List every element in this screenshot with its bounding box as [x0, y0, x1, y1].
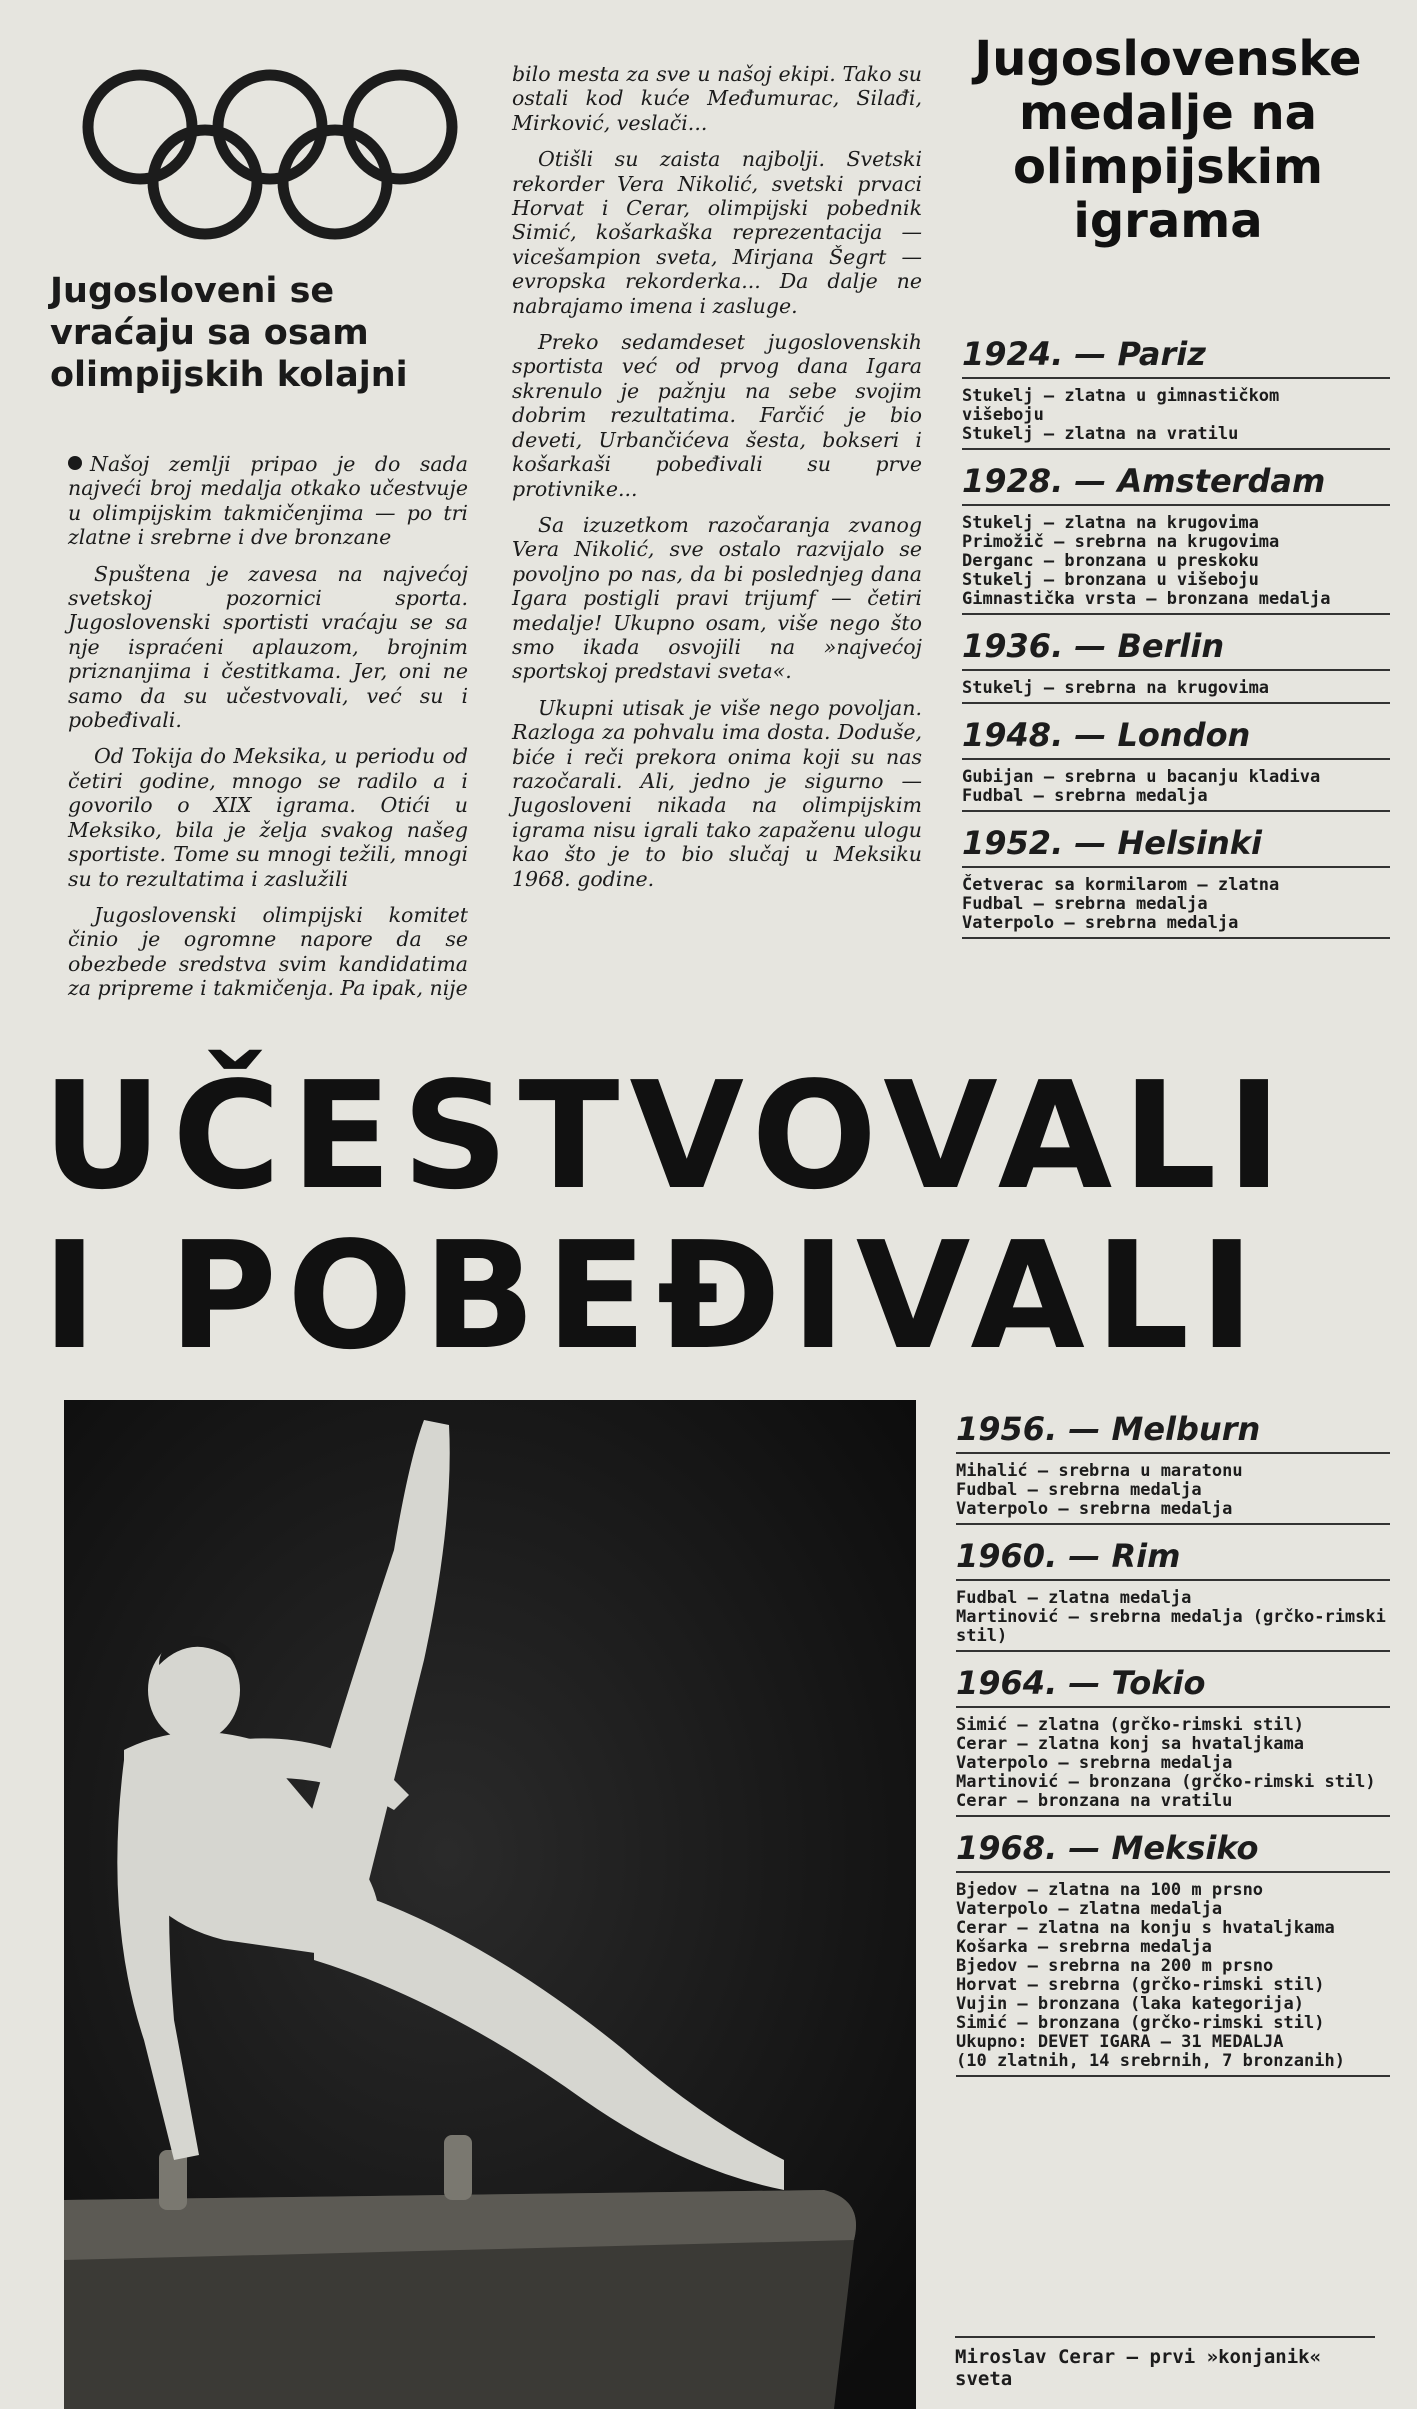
- article-column-2: [512, 62, 922, 903]
- article-subheading: [50, 270, 430, 396]
- divider: [962, 613, 1390, 615]
- divider: [955, 2336, 1375, 2338]
- medal-line: višeboju: [962, 405, 1044, 425]
- divider: [962, 866, 1390, 868]
- games-entry: [956, 1537, 1397, 1652]
- medal-line: Košarka — srebrna medalja: [956, 1937, 1212, 1957]
- medal-line: Fudbal — srebrna medalja: [962, 786, 1208, 806]
- medal-line: Gimnastička vrsta — bronzana medalja: [962, 589, 1331, 609]
- divider: [956, 1523, 1390, 1525]
- medal-line: Martinović — bronzana (grčko-rimski stil): [956, 1772, 1376, 1792]
- subheading-line: olimpijskih kolajni: [50, 355, 408, 395]
- medal-line: Derganc — bronzana u preskoku: [962, 551, 1259, 571]
- medal-line: Horvat — srebrna (grčko-rimski stil): [956, 1975, 1325, 1995]
- divider: [962, 448, 1390, 450]
- divider: [956, 1815, 1390, 1817]
- games-entry: [962, 824, 1390, 939]
- bullet-icon: [68, 456, 82, 470]
- headline-line-1: UČESTVOVALI: [42, 1050, 1292, 1222]
- medal-line: Vaterpolo — srebrna medalja: [956, 1753, 1233, 1773]
- games-entry: [962, 716, 1390, 812]
- medal-line: Ukupno: DEVET IGARA — 31 MEDALJA: [956, 2032, 1284, 2052]
- medal-line: Fudbal — srebrna medalja: [956, 1480, 1202, 1500]
- divider: [962, 810, 1390, 812]
- medal-line: Stukelj — zlatna na vratilu: [962, 424, 1239, 444]
- paragraph: Preko sedamdeset jugoslovenskih sportista već od prvog dana Igara skrenulo je pažnju na sebe svojim dobrim rezultatima. Farčić je bio deveti, Urbančićeva šesta, bokseri i košarkaši pobeđivali su prve protivnike...: [512, 330, 922, 501]
- paragraph: bilo mesta za sve u našoj ekipi. Tako su ostali kod kuće Međumurac, Silađi, Mirković, veslači...: [512, 62, 922, 135]
- medal-line: Simić — zlatna (grčko-rimski stil): [956, 1715, 1304, 1735]
- divider: [956, 2075, 1390, 2077]
- olympic-rings-icon: [80, 62, 460, 252]
- divider: [956, 1579, 1390, 1581]
- medal-line: Mihalić — srebrna u maratonu: [956, 1461, 1243, 1481]
- games-year: 1936. — Berlin: [962, 627, 1225, 665]
- divider: [962, 702, 1390, 704]
- divider: [956, 1452, 1390, 1454]
- divider: [962, 758, 1390, 760]
- medal-line: Simić — bronzana (grčko-rimski stil): [956, 2013, 1325, 2033]
- divider: [956, 1706, 1390, 1708]
- divider: [956, 1650, 1390, 1652]
- medal-line: (10 zlatnih, 14 srebrnih, 7 bronzanih): [956, 2051, 1345, 2071]
- medal-list-top: [962, 335, 1390, 951]
- paragraph: Spuštena je zavesa na najvećoj svetskoj pozornici sporta. Jugoslovenski sportisti vraćaju se sa nje ispraćeni aplauzom, brojnim priznanjima i čestitkama. Jer, oni ne samo da su učestvovali, već su i pobeđivali.: [68, 561, 468, 733]
- games-entry: [962, 462, 1390, 615]
- games-entry: [956, 1829, 1390, 2077]
- games-year: 1968. — Meksiko: [956, 1829, 1259, 1867]
- paragraph: Otišli su zaista najbolji. Svetski rekorder Vera Nikolić, svetski prvaci Horvat i Cerar, olimpijski pobednik Simić, košarkaška reprezentacija — vicešampion sveta, Mirjana Šegrt — evropska rekorderka... Da dalje ne nabrajamo imena i zasluge.: [512, 147, 922, 318]
- medal-line: Cerar — zlatna na konju s hvataljkama: [956, 1918, 1335, 1938]
- paragraph: Ukupni utisak je više nego povoljan. Razloga za pohvalu ima dosta. Doduše, biće i reči prekora onima koji su nas razočarali. Ali, jedno je sigurno — Jugosloveni nikada na olimpijskim igrama nisu igrali tako zapaženu ulogu kao što je to bio slučaj u Meksiku 1968. godine.: [512, 695, 922, 891]
- games-year: 1960. — Rim: [956, 1537, 1181, 1575]
- divider: [962, 937, 1390, 939]
- paragraph: Od Tokija do Meksika, u periodu od četiri godine, mnogo se radilo a i govorilo o XIX igrama. Otići u Meksiko, bila je želja svakog našeg sportiste. Tome su mnogi težili, mnogi su to rezultatima i zaslužili: [68, 744, 468, 891]
- games-year: 1928. — Amsterdam: [962, 462, 1326, 500]
- medal-list-title: Jugoslovenske medalje na olimpijskim igrama: [974, 31, 1362, 249]
- medal-line: Bjedov — zlatna na 100 m prsno: [956, 1880, 1264, 1900]
- medal-line: Stukelj — zlatna na krugovima: [962, 513, 1259, 533]
- medal-line: Fudbal — zlatna medalja: [956, 1588, 1192, 1608]
- medal-line: Četverac sa kormilarom — zlatna: [962, 875, 1280, 895]
- medal-list-bottom: [956, 1410, 1397, 2089]
- medal-line: Vaterpolo — srebrna medalja: [956, 1499, 1233, 1519]
- medal-line: Stukelj — zlatna u gimnastičkom: [962, 386, 1280, 406]
- divider: [962, 377, 1390, 379]
- medal-line: Vujin — bronzana (laka kategorija): [956, 1994, 1304, 2014]
- medal-line: Fudbal — srebrna medalja: [962, 894, 1208, 914]
- medal-line: Primožič — srebrna na krugovima: [962, 532, 1280, 552]
- lead-paragraph: Našoj zemlji pripao je do sada najveći broj medalja otkako učestvuje u olimpijskim takmičenjima — po tri zlatne i srebrne i dve bronzane: [68, 452, 468, 550]
- headline-line-2: I POBEĐIVALI: [42, 1210, 1265, 1382]
- games-entry: [962, 627, 1390, 704]
- subheading-line: Jugosloveni se: [50, 271, 335, 311]
- games-entry: [956, 1410, 1390, 1525]
- medal-line: Bjedov — srebrna na 200 m prsno: [956, 1956, 1274, 1976]
- medal-line: Vaterpolo — srebrna medalja: [962, 913, 1239, 933]
- medal-line: Gubijan — srebrna u bacanju kladiva: [962, 767, 1321, 787]
- article-column-1: [68, 452, 468, 1013]
- paragraph: Sa izuzetkom razočaranja zvanog Vera Nikolić, sve ostalo razvijalo se povoljno po nas, da bi poslednjeg dana Igara postigli pravi trijumf — četiri medalje! Ukupno osam, više nego što smo ikada osvojili na »najvećoj sportskoj predstavi sveta«.: [512, 512, 922, 684]
- games-year: 1956. — Melburn: [956, 1410, 1261, 1448]
- paragraph: Jugoslovenski olimpijski komitet činio je ogromne napore da se obezbede sredstva svim kandidatima za pripreme i takmičenja. Pa ipak, nije: [68, 902, 468, 1001]
- games-year: 1948. — London: [962, 716, 1251, 754]
- divider: [962, 504, 1390, 506]
- medal-line: Stukelj — bronzana u višeboju: [962, 570, 1259, 590]
- games-entry: [962, 335, 1390, 450]
- photo-caption: Miroslav Cerar — prvi »konjanik« sveta: [955, 2336, 1375, 2390]
- medal-line: Stukelj — srebrna na krugovima: [962, 678, 1270, 698]
- games-entry: [956, 1664, 1390, 1817]
- games-year: 1952. — Helsinki: [962, 824, 1262, 862]
- medal-line: Vaterpolo — zlatna medalja: [956, 1899, 1223, 1919]
- gymnast-photo: [64, 1400, 916, 2409]
- subheading-line: vraćaju sa osam: [50, 313, 369, 353]
- games-year: 1964. — Tokio: [956, 1664, 1206, 1702]
- divider: [956, 1871, 1390, 1873]
- medal-line: Cerar — zlatna konj sa hvataljkama: [956, 1734, 1304, 1754]
- medal-line: Cerar — bronzana na vratilu: [956, 1791, 1233, 1811]
- divider: [962, 669, 1390, 671]
- medal-line: Martinović — srebrna medalja (grčko-rimski stil): [956, 1607, 1397, 1646]
- games-year: 1924. — Pariz: [962, 335, 1206, 373]
